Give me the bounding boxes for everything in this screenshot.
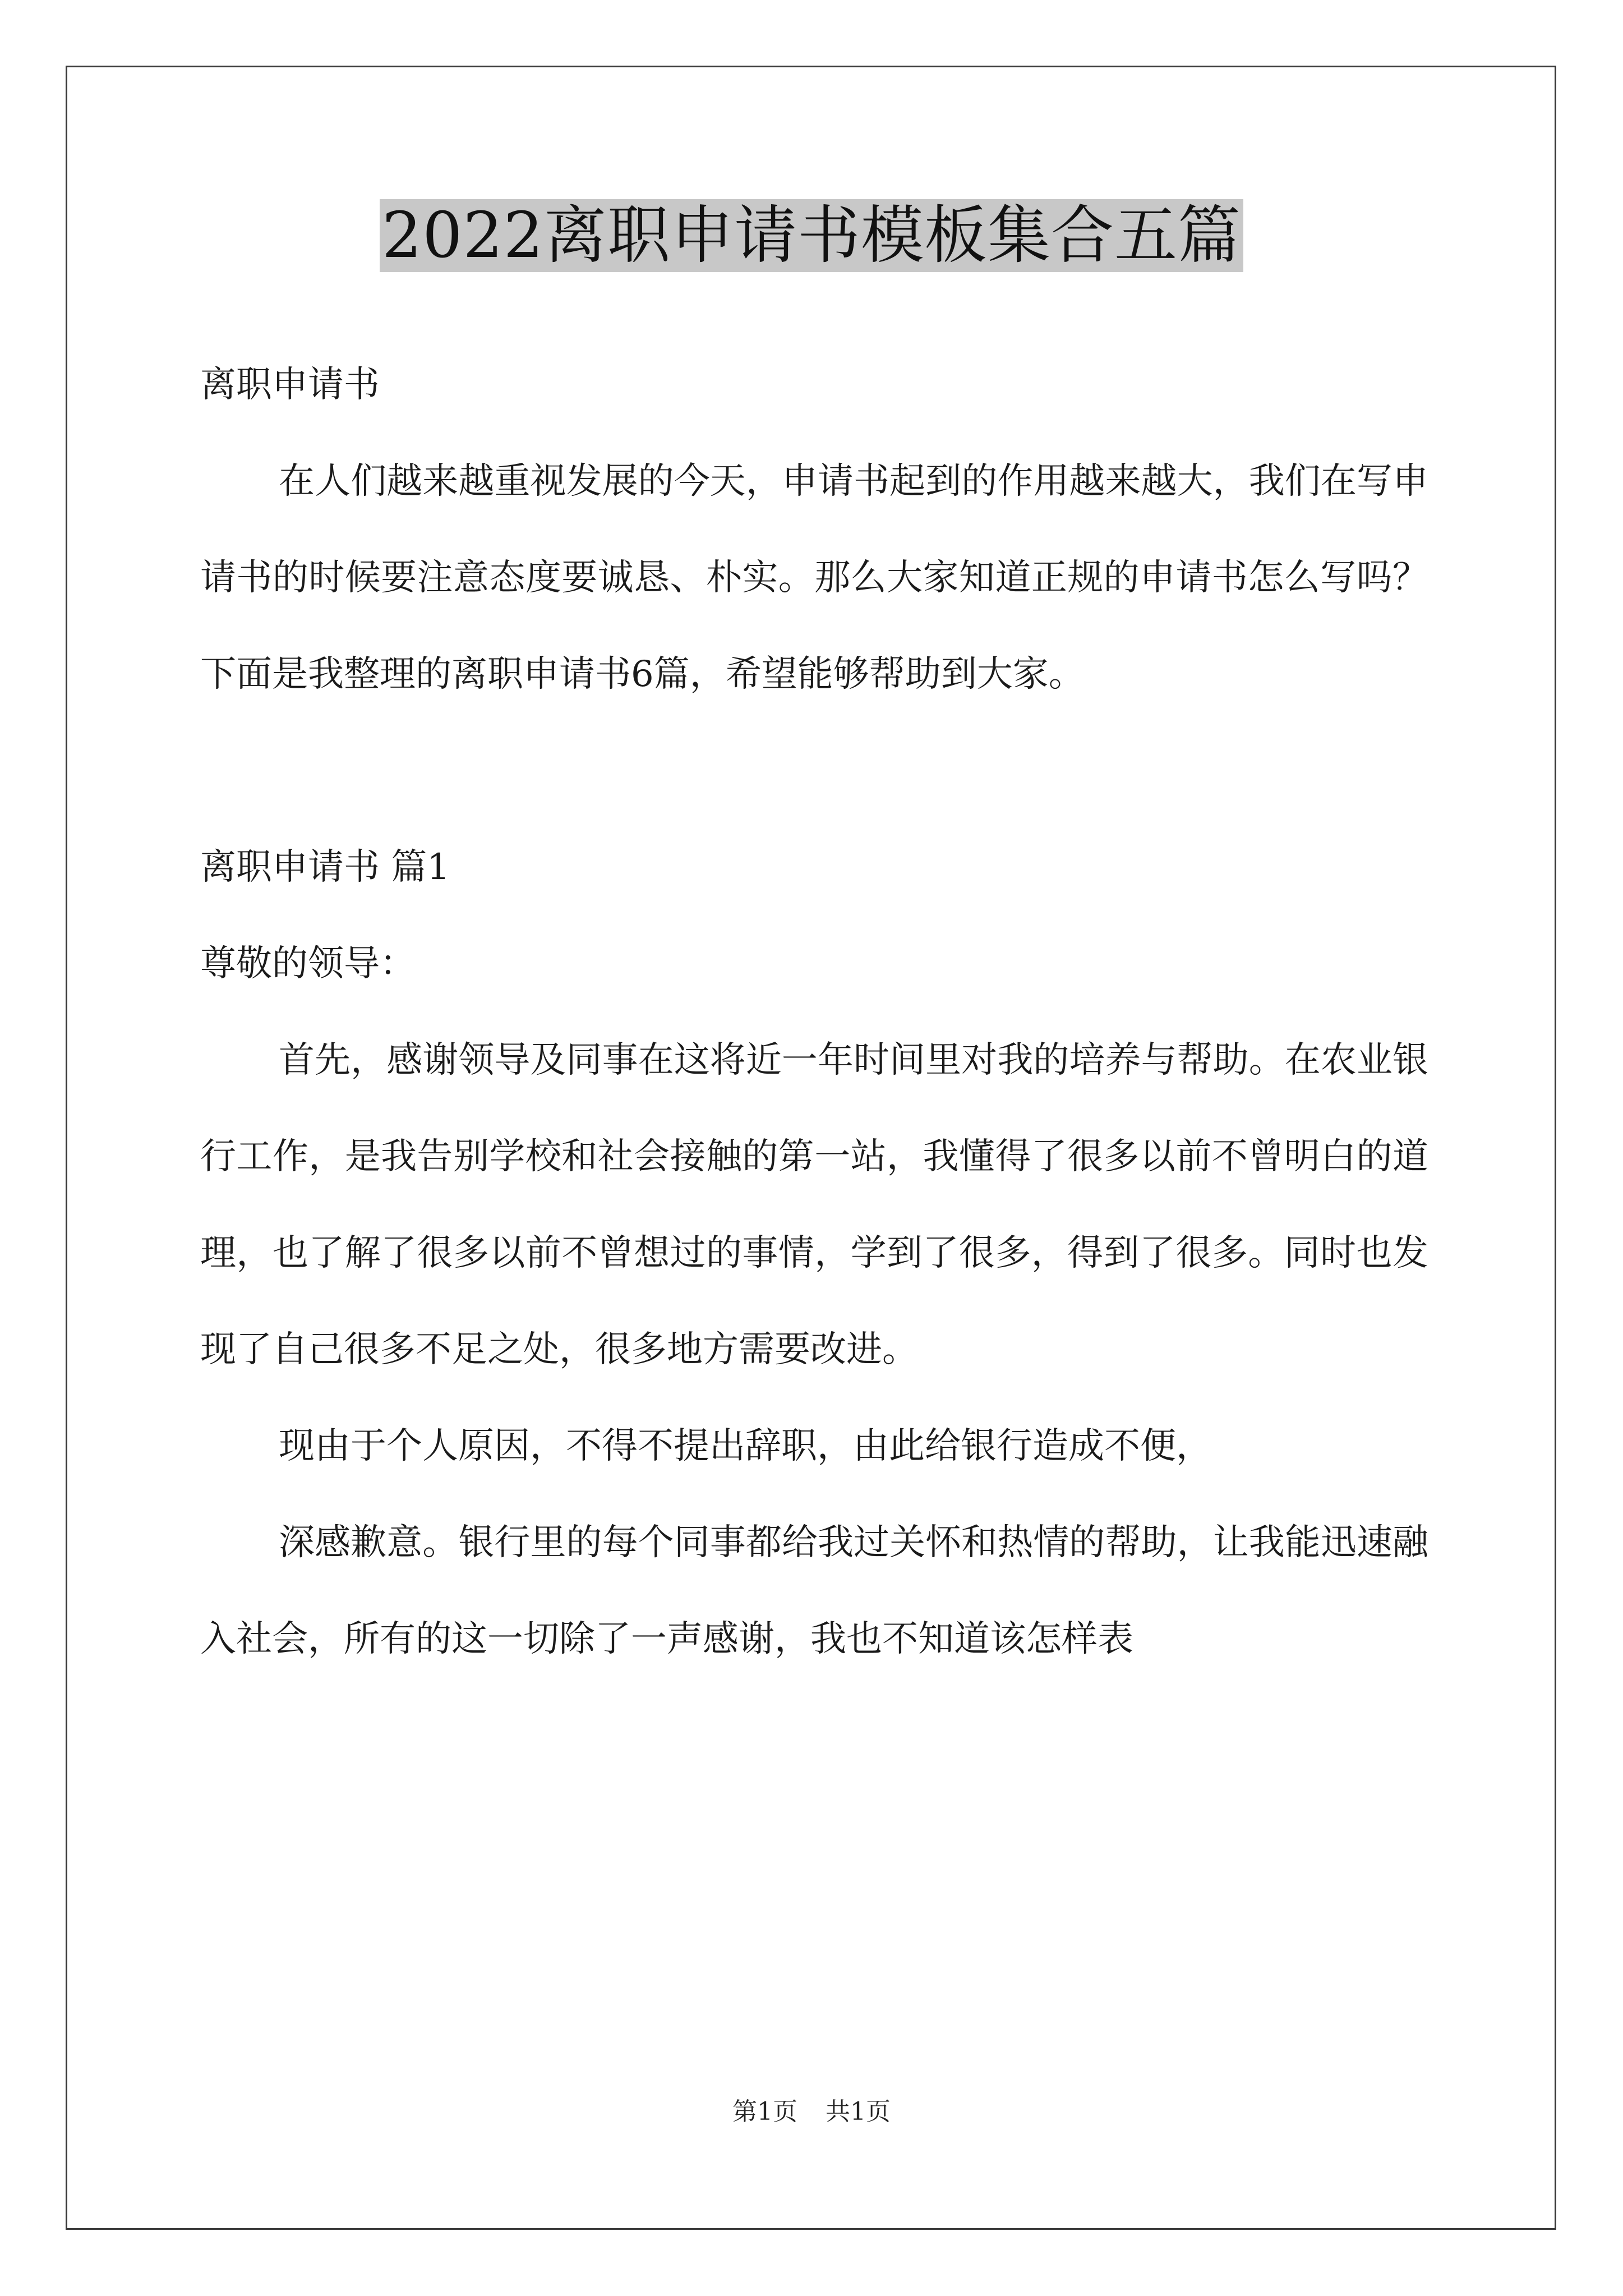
paragraph-gap [200,723,1428,819]
intro-paragraph: 在人们越来越重视发展的今天，申请书起到的作用越来越大，我们在写申请书的时候要注意态度要诚恳、朴实。那么大家知道正规的申请书怎么写吗？下面是我整理的离职申请书6篇，希望能够帮助到大家。 [200,461,1428,695]
body-paragraph-2: 现由于个人原因，不得不提出辞职，由此给银行造成不便， [279,1425,1212,1467]
salutation: 尊敬的领导： [200,943,416,984]
intro-heading: 离职申请书 [200,364,380,406]
document-title: 2022离职申请书模板集合五篇 [380,199,1243,272]
body-paragraph-1: 首先，感谢领导及同事在这将近一年时间里对我的培养与帮助。在农业银行工作，是我告别学校和社会接触的第一站，我懂得了很多以前不曾明白的道理，也了解了很多以前不曾想过的事情，学到了很多，得到了很多。同时也发现了自己很多不足之处，很多地方需要改进。 [200,1039,1428,1370]
section-heading: 离职申请书 篇1 [200,846,450,888]
document-body [200,337,1428,1687]
body-paragraph-3: 深感歉意。银行里的每个同事都给我过关怀和热情的帮助，让我能迅速融入社会，所有的这一切除了一声感谢，我也不知道该怎样表 [200,1522,1428,1660]
page-footer [0,2095,1623,2129]
title-container [0,199,1623,272]
page-number-current: 第1页 [732,2097,797,2126]
page-number-total: 共1页 [826,2097,891,2126]
